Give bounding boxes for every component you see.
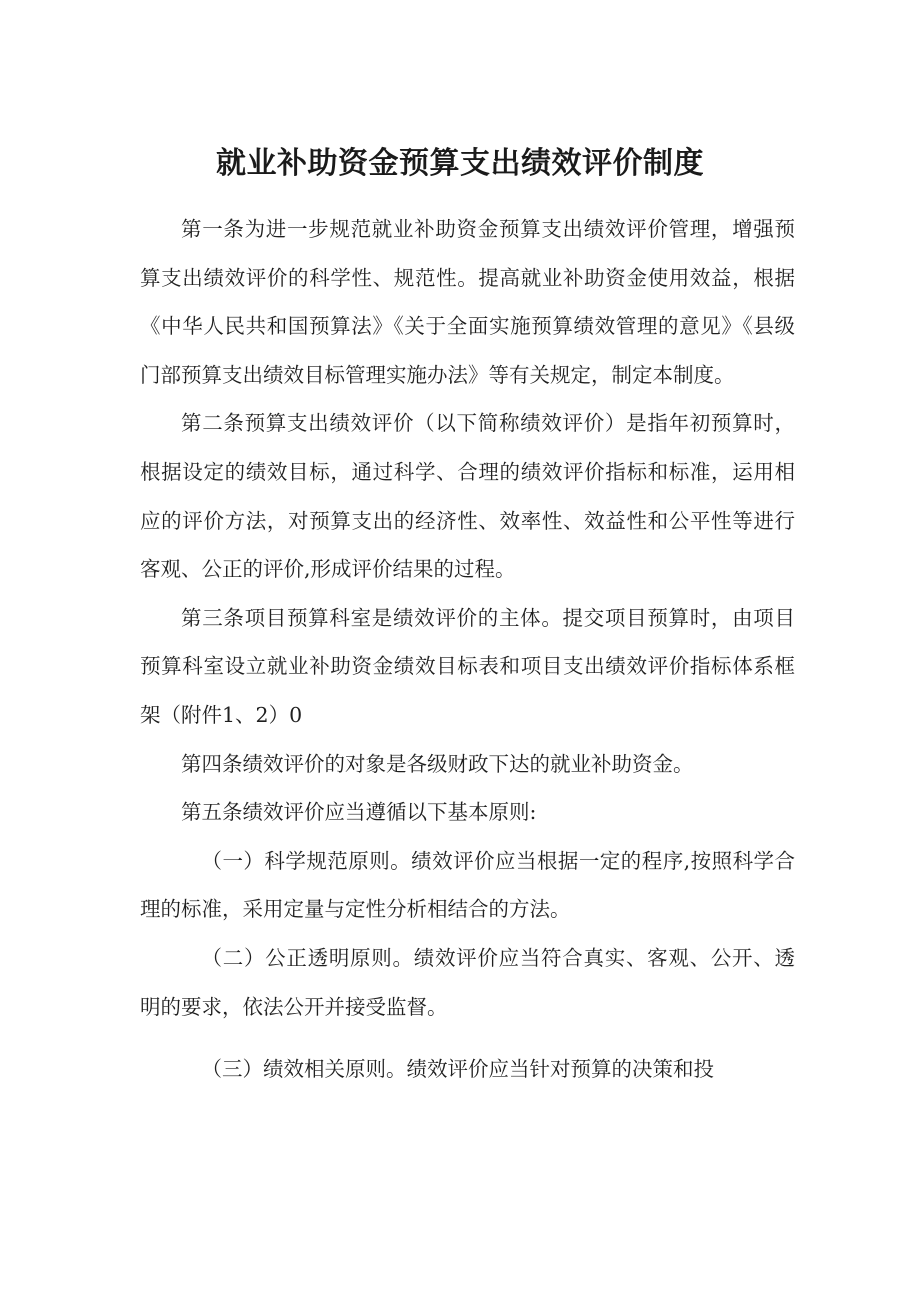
article-5-paragraph: 第五条绩效评价应当遵循以下基本原则: (181, 800, 537, 825)
article-4-paragraph: 第四条绩效评价的对象是各级财政下达的就业补助资金。 (181, 751, 694, 776)
document-title: 就业补助资金预算支出绩效评价制度 (216, 146, 704, 181)
principle-1-paragraph: （一）科学规范原则。绩效评价应当根据一定的程序,按照科学合理的标准，采用定量与定性分析相结合的方法。 (140, 848, 795, 922)
article-2-paragraph: 第二条预算支出绩效评价（以下简称绩效评价）是指年初预算时，根据设定的绩效目标，通过科学、合理的绩效评价指标和标准，运用相应的评价方法，对预算支出的经济性、效率性、效益性和公平性等进行客观、公正的评价,形成评价结果的过程。 (140, 411, 795, 582)
principle-3-paragraph: （三）绩效相关原则。绩效评价应当针对预算的决策和投 (201, 1057, 714, 1082)
principle-2-paragraph: （二）公正透明原则。绩效评价应当符合真实、客观、公开、透明的要求，依法公开并接受监督。 (140, 945, 795, 1019)
article-1-paragraph: 第一条为进一步规范就业补助资金预算支出绩效评价管理，增强预算支出绩效评价的科学性、规范性。提高就业补助资金使用效益，根据《中华人民共和国预算法》《关于全面实施预算绩效管理的意见》《县级门部预算支出绩效目标管理实施办法》等有关规定，制定本制度。 (140, 217, 795, 387)
document-body (140, 205, 795, 1094)
article-3-paragraph: 第三条项目预算科室是绩效评价的主体。提交项目预算时，由项目预算科室设立就业补助资金绩效目标表和项目支出绩效评价指标体系框架（附件1、2）0 (140, 605, 795, 727)
